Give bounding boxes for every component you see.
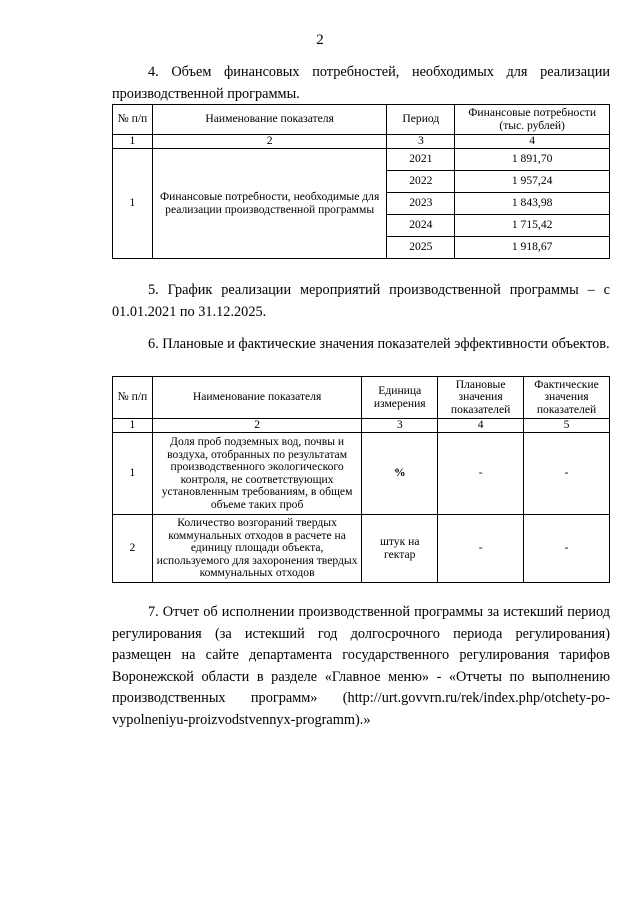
header-actual: Фактические значения показателей: [524, 377, 610, 419]
period-cell: 2021: [387, 149, 455, 171]
column-number: 3: [362, 419, 438, 433]
section-6-heading: 6. Плановые и фактические значения показателей эффективности объектов.: [148, 336, 610, 352]
period-cell: 2025: [387, 237, 455, 259]
column-number: 5: [524, 419, 610, 433]
period-cell: 2022: [387, 171, 455, 193]
value-cell: 1 918,67: [455, 237, 610, 259]
indicator-name: Доля проб подземных вод, почвы и воздуха, отобранных по результатам производственного экологического контроля, не соответствующих установленным требованиям, в общем объеме таких проб: [152, 433, 361, 515]
section-4-heading: 4. Объем финансовых потребностей, необходимых для реализации производственной программы.: [112, 64, 610, 102]
column-number: 1: [113, 419, 153, 433]
header-planned: Плановые значения показателей: [438, 377, 524, 419]
planned-value: -: [438, 515, 524, 583]
actual-value: -: [524, 433, 610, 515]
value-cell: 1 843,98: [455, 193, 610, 215]
indicator-name: Количество возгораний твердых коммунальных отходов в расчете на единицу площади объекта, используемого для захоронения твердых коммунальных отходов: [152, 515, 361, 583]
efficiency-indicators-table: [112, 376, 610, 583]
actual-value: -: [524, 515, 610, 583]
column-number: 4: [455, 135, 610, 149]
header-indicator: Наименование показателя: [152, 377, 361, 419]
header-number: № п/п: [113, 105, 153, 135]
column-number: 2: [152, 419, 361, 433]
unit-cell: штук на гектар: [362, 515, 438, 583]
unit-cell: %: [362, 433, 438, 515]
planned-value: -: [438, 433, 524, 515]
header-indicator: Наименование показателя: [152, 105, 386, 135]
column-number: 1: [113, 135, 153, 149]
value-cell: 1 715,42: [455, 215, 610, 237]
column-number: 2: [152, 135, 386, 149]
value-cell: 1 891,70: [455, 149, 610, 171]
value-cell: 1 957,24: [455, 171, 610, 193]
row-number: 2: [113, 515, 153, 583]
indicator-name: Финансовые потребности, необходимые для реализации производственной программы: [152, 149, 386, 259]
row-number: 1: [113, 149, 153, 259]
header-financial-needs: Финансовые потребности (тыс. рублей): [455, 105, 610, 135]
header-period: Период: [387, 105, 455, 135]
column-number: 4: [438, 419, 524, 433]
header-number: № п/п: [113, 377, 153, 419]
row-number: 1: [113, 433, 153, 515]
period-cell: 2023: [387, 193, 455, 215]
section-7-text: 7. Отчет об исполнении производственной программы за истекший период регулирования (за истекший год долгосрочного периода регулирования) размещен на сайте департамента государственного регулирования тарифов Воронежской области в разделе «Главное меню» - «Отчеты по выполнению производственных программ» (http://urt.govvrn.ru/rek/index.php/otchety-po-vypolneniyu-proizvodstvennyx-programm).»: [112, 604, 610, 728]
period-cell: 2024: [387, 215, 455, 237]
section-5-text: 5. График реализации мероприятий производственной программы – с 01.01.2021 по 31.12.2025.: [112, 282, 610, 320]
page-number: 2: [316, 32, 324, 48]
financial-needs-table: [112, 104, 610, 259]
header-unit: Единица измерения: [362, 377, 438, 419]
column-number: 3: [387, 135, 455, 149]
